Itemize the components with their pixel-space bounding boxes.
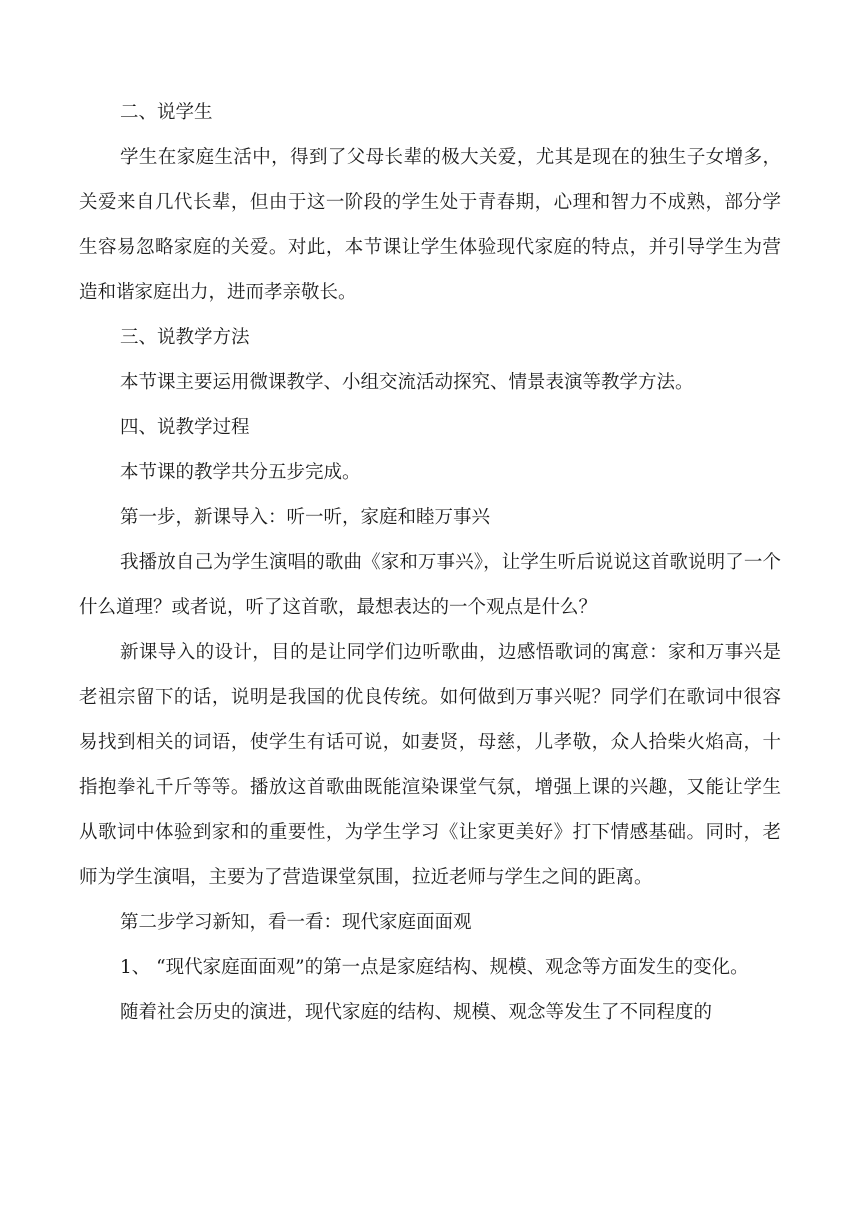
heading-teaching-process: 四、说教学过程 — [120, 417, 250, 438]
heading-step-one: 第一步，新课导入：听一听，家庭和睦万事兴 — [120, 507, 491, 528]
heading-step-two: 第二步学习新知，看一看：现代家庭面面观 — [120, 912, 472, 933]
heading-students: 二、说学生 — [120, 102, 213, 123]
paragraph-step-one-design: 新课导入的设计，目的是让同学们边听歌曲，边感悟歌词的寓意：家和万事兴是老祖宗留下的话，说明是我国的优良传统。如何做到万事兴呢？同学们在歌词中很容易找到相关的词语，使学生有话可说，如妻贤，母慈，儿孝敬，众人拾柴火焰高，十指抱拳礼千斤等等。播放这首歌曲既能渲染课堂气氛，增强上课的兴趣，又能让学生从歌词中体验到家和的重要性，为学生学习《让家更美好》打下情感基础。同时，老师为学生演唱，主要为了营造课堂氛围，拉近老师与学生之间的距离。 — [79, 642, 781, 888]
paragraph-teaching-process: 本节课的教学共分五步完成。 — [120, 462, 361, 483]
paragraph-teaching-methods: 本节课主要运用微课教学、小组交流活动探究、情景表演等教学方法。 — [120, 372, 694, 393]
paragraph-step-two-point-one: 1、 “现代家庭面面观”的第一点是家庭结构、规模、观念等方面发生的变化。 — [120, 957, 749, 978]
paragraph-step-two-changes: 随着社会历史的演进，现代家庭的结构、规模、观念等发生了不同程度的 — [120, 1002, 713, 1023]
paragraph-step-one-song: 我播放自己为学生演唱的歌曲《家和万事兴》，让学生听后说说这首歌说明了一个什么道理？或者说，听了这首歌，最想表达的一个观点是什么？ — [79, 552, 781, 618]
paragraph-students: 学生在家庭生活中，得到了父母长辈的极大关爱，尤其是现在的独生子女增多，关爱来自几代长辈，但由于这一阶段的学生处于青春期，心理和智力不成熟，部分学生容易忽略家庭的关爱。对此，本节课让学生体验现代家庭的特点，并引导学生为营造和谐家庭出力，进而孝亲敬长。 — [79, 147, 781, 303]
document-body — [79, 90, 781, 1035]
heading-teaching-methods: 三、说教学方法 — [120, 327, 250, 348]
